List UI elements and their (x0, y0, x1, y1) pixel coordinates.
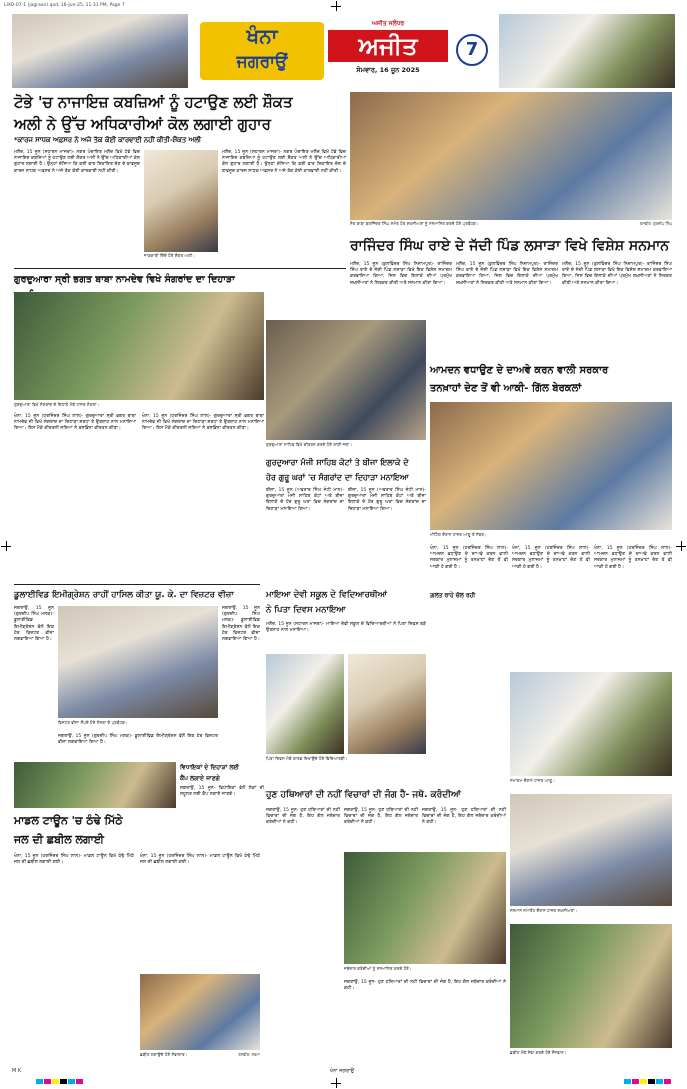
article-body-cont: ਜਗਰਾਉਂ, 15 ਜੂਨ- ਹੁਣ ਹਥਿਆਰਾਂ ਦੀ ਨਹੀਂ ਵਿਚਾਰਾਂ ਦੀ ਜੰਗ ਹੈ, ਇਹ ਗੱਲ ਜਥੇਦਾਰ ਕਰੰਦੀਆਂ ਨੇ ਕਹੀ। (344, 808, 418, 826)
footer-center: ਖੰਨਾ ਜਗਰਾਉਂ (329, 1068, 355, 1074)
photo-caption: ਪਿਤਾ ਦਿਵਸ ਮੌਕੇ ਕਾਰਡ ਦਿਖਾਉਂਦੇ ਹੋਏ ਵਿਦਿਆਰਥੀ। (266, 756, 348, 761)
article-body-cont2: ਜਗਰਾਉਂ, 15 ਜੂਨ- ਹੁਣ ਹਥਿਆਰਾਂ ਦੀ ਨਹੀਂ ਵਿਚਾਰਾਂ ਦੀ ਜੰਗ ਹੈ, ਇਹ ਗੱਲ ਜਥੇਦਾਰ ਕਰੰਦੀਆਂ ਨੇ ਕਹੀ। (344, 980, 506, 992)
headline: ਡੂਲਾਈਵਿਡ ਇਮੀਗ੍ਰੇਸ਼ਨ ਰਾਹੀਂ ਹਾਸਿਲ ਕੀਤਾ ਯੂ. ਕੇ. ਦਾ ਵਿਜ਼ਟਰ ਵੀਜ਼ਾ (14, 590, 234, 600)
photo-caption: ਜਥੇਦਾਰ ਕਰੰਦੀਆਂ ਨੂੰ ਸਨਮਾਨਿਤ ਕਰਦੇ ਹੋਏ। (344, 966, 412, 971)
article-photo (144, 150, 218, 252)
article-photo-1 (510, 672, 672, 776)
article-body-cont: ਖੰਨਾ, 15 ਜੂਨ (ਹਰਜਿੰਦਰ ਸਿੰਘ ਲਾਲ)- ਮਾਡਲ ਟਾਊਨ ਵਿਖੇ ਠੰਢੇ ਮਿੱਠੇ ਜਲ ਦੀ ਛਬੀਲ ਲਗਾਈ ਗਈ। (140, 854, 260, 866)
article-photo (350, 92, 672, 220)
headline-line2: ਤਨਖ਼ਾਹਾਂ ਦੇਣ ਤੋਂ ਵੀ ਆਕੀ- ਗਿੱਲ ਬੇਰਕਲਾਂ (430, 383, 582, 394)
article-photo (14, 292, 264, 400)
headline-line2: ਹੋਰ ਗੁਰੂ ਘਰਾਂ 'ਚ ਸੰਗਰਾਂਦ ਦਾ ਦਿਹਾੜਾ ਮਨਾਇਆ (266, 473, 409, 482)
photo-caption: ਗੁਰਦੁਆਰਾ ਸਾਹਿਬ ਵਿਖੇ ਕੀਰਤਨ ਕਰਦੇ ਹੋਏ ਰਾਗੀ ਜਥਾ। (266, 442, 353, 447)
article-photo (140, 974, 260, 1050)
registration-mark-right (676, 541, 686, 551)
headline-line1: ਮਾਡਲ ਟਾਊਨ 'ਚ ਠੰਢੇ ਮਿੱਠੇ (14, 814, 123, 827)
headline-line1: ਆਮਦਨ ਵਧਾਉਣ ਦੇ ਦਾਅਵੇ ਕਰਨ ਵਾਲੀ ਸਰਕਾਰ (430, 365, 609, 376)
photo-caption: ਗੁਰਦੁਆਰਾ ਵਿਖੇ ਸੰਗਰਾਂਦ ਦੇ ਦਿਹਾੜੇ ਮੌਕੇ ਹਾਜ਼ਰ ਸੰਗਤਾਂ। (14, 402, 100, 407)
photo-caption-1: ਸਮਾਗਮ ਦੌਰਾਨ ਹਾਜ਼ਰ ਆਗੂ। (510, 778, 555, 783)
color-bar-right (572, 1069, 672, 1075)
registration-mark-bottom (331, 1078, 341, 1088)
article-body-cont: ਖੰਨਾ, 15 ਜੂਨ (ਹਰਜਿੰਦਰ ਸਿੰਘ ਲਾਲ)- ਆਮਦਨ ਵਧਾਉਣ ਦੇ ਦਾਅਵੇ ਕਰਨ ਵਾਲੀ ਸਰਕਾਰ ਮੁਲਾਜ਼ਮਾਂ ਨੂੰ ਤਨਖ਼ਾਹਾਂ ਦੇਣ ਤੋਂ ਵੀ ਆਕੀ ਹੋ ਗਈ ਹੈ। (512, 546, 590, 570)
registration-mark-top (331, 1, 341, 11)
divider (14, 584, 260, 585)
photo-caption: ਸੰਤ ਬਾਬਾ ਬਲਜਿੰਦਰ ਸਿੰਘ ਸਮੇਤ ਹੋਰ ਸ਼ਖ਼ਸੀਅਤਾਂ ਨੂੰ ਸਨਮਾਨਿਤ ਕਰਦੇ ਹੋਏ ਪ੍ਰਬੰਧਕ। (350, 221, 479, 226)
headline-line1: ਵਿਧਾਇਕਾਂ ਦੇ ਦਿਹਾੜਾਂ ਲਈ (180, 764, 239, 771)
photo-caption-3: ਛਬੀਲ ਮੌਕੇ ਸੇਵਾ ਕਰਦੇ ਹੋਏ ਨੌਜਵਾਨ। (510, 1050, 567, 1055)
article-manji-sahib (266, 320, 426, 582)
article-photo-1 (266, 654, 344, 754)
masthead-title-box (200, 22, 324, 80)
headline-line2: ਜਲ ਦੀ ਛਬੀਲ ਲਗਾਈ (14, 833, 104, 846)
article-namdev-sangrand (14, 272, 264, 580)
article-body-cont: ਜਗਰਾਉਂ, 15 ਜੂਨ (ਗੁਰਦੀਪ ਸਿੰਘ ਮਲਕ)- ਡੂਲਾਈਵਿਡ ਇਮੀਗ੍ਰੇਸ਼ਨ ਵੱਲੋਂ ਇਕ ਹੋਰ ਵਿਜ਼ਟਰ ਵੀਜ਼ਾ ਲਗਵਾਇਆ ਗਿਆ ਹੈ। (222, 606, 260, 643)
headline-line1: ਟੋਭੇ 'ਚ ਨਾਜਾਇਜ਼ ਕਬਜ਼ਿਆਂ ਨੂੰ ਹਟਾਉਣ ਲਈ ਸ਼ੌਕਤ (14, 93, 293, 111)
color-bar-left (36, 1069, 116, 1075)
photo-caption-2: ਸਨਮਾਨ ਸਮਾਰੋਹ ਦੌਰਾਨ ਹਾਜ਼ਰ ਸ਼ਖ਼ਸੀਅਤਾਂ। (510, 908, 578, 913)
article-photo-3 (510, 924, 672, 1048)
photo-caption: ਮੀਟਿੰਗ ਦੌਰਾਨ ਹਾਜ਼ਰ ਆਗੂ ਤੇ ਮੈਂਬਰ। (430, 532, 487, 537)
headline-line2: ਕੈਂਪ ਲਗਾਏ ਜਾਣਗੇ (180, 775, 220, 782)
article-body: ਖੰਨਾ, 15 ਜੂਨ (ਹਰਜਿੰਦਰ ਸਿੰਘ ਲਾਲ)- ਆਮਦਨ ਵਧਾਉਣ ਦੇ ਦਾਅਵੇ ਕਰਨ ਵਾਲੀ ਸਰਕਾਰ ਮੁਲਾਜ਼ਮਾਂ ਨੂੰ ਤਨਖ਼ਾਹਾਂ ਦੇਣ ਤੋਂ ਵੀ ਆਕੀ ਹੋ ਗਈ ਹੈ। (430, 546, 508, 570)
masthead-date: ਸੋਮਵਾਰ, 16 ਜੂਨ 2025 (356, 66, 420, 74)
article-visitor-visa (14, 588, 260, 758)
footer-code: M K (12, 1068, 22, 1074)
article-body: ਮਲੌਦ, 15 ਜੂਨ (ਸਹਾਰਨ ਮਾਜਰਾ)- ਮਾਇਆ ਦੇਵੀ ਸਕੂਲ ਦੇ ਵਿਦਿਆਰਥੀਆਂ ਨੇ ਪਿਤਾ ਦਿਵਸ ਬੜੇ ਉਤਸ਼ਾਹ ਨਾਲ ਮਨਾਇਆ। (266, 622, 426, 634)
masthead-paper-name: ਅਜੀਤ (328, 30, 448, 62)
article-body: ਖੰਨਾ, 15 ਜੂਨ (ਹਰਜਿੰਦਰ ਸਿੰਘ ਲਾਲ)- ਮਾਡਲ ਟਾਊਨ ਵਿਖੇ ਠੰਢੇ ਮਿੱਠੇ ਜਲ ਦੀ ਛਬੀਲ ਲਗਾਈ ਗਈ। (14, 854, 134, 866)
article-photo (430, 402, 672, 530)
article-karandian (266, 786, 506, 1064)
masthead-paper-subtitle: ਅਜੀਤ ਜਲੰਧਰ (371, 20, 405, 27)
article-body-cont: ਮਲੌਦ, 15 ਜੂਨ (ਕੁਲਵਿੰਦਰ ਸਿੰਘ ਨਿਜ਼ਾਮਪੁਰ)- ਰਾਜਿੰਦਰ ਸਿੰਘ ਰਾਏ ਦੇ ਜੱਦੀ ਪਿੰਡ ਲਸਾੜਾ ਵਿਖੇ ਇਕ ਵਿਸ਼ੇਸ਼ ਸਮਾਗਮ ਕਰਵਾਇਆ ਗਿਆ, ਜਿਸ ਵਿਚ ਇਲਾਕੇ ਦੀਆਂ ਪ੍ਰਮੁੱਖ ਸ਼ਖ਼ਸੀਅਤਾਂ ਨੇ ਸ਼ਿਰਕਤ ਕੀਤੀ ਅਤੇ ਸਨਮਾਨ ਕੀਤਾ ਗਿਆ। (456, 262, 558, 286)
subhead: *ਕਾਰਜ ਸਾਧਕ ਅਫ਼ਸਰ ਨੇ ਅਜੇ ਤੱਕ ਕੋਈ ਕਾਰਵਾਈ ਨਹੀਂ ਕੀਤੀ-ਸ਼ੌਕਤ ਅਲੀ (14, 136, 202, 144)
print-slug: LIXO-07-1 (jagraon).qxd, 16-Jun-25, 11:31 PM, Page 7 (4, 3, 125, 8)
article-gill-berkalan (430, 362, 672, 670)
article-body: ਬੀਜਾ, 15 ਜੂਨ (ਅਵਤਾਰ ਸਿੰਘ ਜੰਟੀ ਮਾਨ)- ਗੁਰਦੁਆਰਾ ਮੰਜੀ ਸਾਹਿਬ ਕੋਟਾਂ ਅਤੇ ਬੀਜਾ ਇਲਾਕੇ ਦੇ ਹੋਰ ਗੁਰੂ ਘਰਾਂ ਵਿਚ ਸੰਗਰਾਂਦ ਦਾ ਦਿਹਾੜਾ ਮਨਾਇਆ ਗਿਆ। (266, 488, 344, 512)
article-body: ਜਗਰਾਉਂ, 15 ਜੂਨ (ਗੁਰਦੀਪ ਸਿੰਘ ਮਲਕ)- ਡੂਲਾਈਵਿਡ ਇਮੀਗ੍ਰੇਸ਼ਨ ਵੱਲੋਂ ਇਕ ਹੋਰ ਵਿਜ਼ਟਰ ਵੀਜ਼ਾ ਲਗਵਾਇਆ ਗਿਆ ਹੈ। (14, 606, 54, 643)
article-photo-2 (510, 794, 672, 906)
article-body-cont2: ਖੰਨਾ, 15 ਜੂਨ (ਹਰਜਿੰਦਰ ਸਿੰਘ ਲਾਲ)- ਆਮਦਨ ਵਧਾਉਣ ਦੇ ਦਾਅਵੇ ਕਰਨ ਵਾਲੀ ਸਰਕਾਰ ਮੁਲਾਜ਼ਮਾਂ ਨੂੰ ਤਨਖ਼ਾਹਾਂ ਦੇਣ ਤੋਂ ਵੀ ਆਕੀ ਹੋ ਗਈ ਹੈ। (594, 546, 672, 570)
photo-credit: ਤਸਵੀਰ: ਸ਼ਰਮਾ (238, 1052, 260, 1057)
headline: ਹੁਣ ਹਥਿਆਰਾਂ ਦੀ ਨਹੀਂ ਵਿਚਾਰਾਂ ਦੀ ਜੰਗ ਹੈ- ਜਥੇ. ਕਰੰਦੀਆਂ (266, 790, 461, 800)
masthead-title-line2: ਜਗਰਾਉਂ (236, 52, 288, 72)
photo-caption: ਛਬੀਲ ਲਗਾਉਂਦੇ ਹੋਏ ਸੇਵਾਦਾਰ। (140, 1052, 188, 1057)
page-number-badge: 7 (456, 34, 488, 66)
divider (14, 268, 346, 269)
headline-line1: ਗੁਰਦੁਆਰਾ ਮੰਜੀ ਸਾਹਿਬ ਕੋਟਾਂ ਤੇ ਬੀਜਾ ਇਲਾਕੇ ਦੇ (266, 458, 409, 467)
article-photo-strip (14, 762, 176, 808)
masthead-right-photo (499, 14, 675, 88)
article-body: ਖੰਨਾ, 15 ਜੂਨ (ਹਰਜਿੰਦਰ ਸਿੰਘ ਲਾਲ)- ਗੁਰਦੁਆਰਾ ਸ੍ਰੀ ਭਗਤ ਬਾਬਾ ਨਾਮਦੇਵ ਜੀ ਵਿਖੇ ਸੰਗਰਾਂਦ ਦਾ ਦਿਹਾੜਾ ਸ਼ਰਧਾ ਤੇ ਉਤਸ਼ਾਹ ਨਾਲ ਮਨਾਇਆ ਗਿਆ। ਇਸ ਮੌਕੇ ਕੀਰਤਨੀ ਜਥਿਆਂ ਨੇ ਰਸਭਿੰਨਾ ਕੀਰਤਨ ਕੀਤਾ। (14, 414, 136, 432)
article-right-photos (510, 672, 672, 1062)
article-photo (266, 320, 426, 440)
article-body: ਜਗਰਾਉਂ, 15 ਜੂਨ- ਹੁਣ ਹਥਿਆਰਾਂ ਦੀ ਨਹੀਂ ਵਿਚਾਰਾਂ ਦੀ ਜੰਗ ਹੈ, ਇਹ ਗੱਲ ਜਥੇਦਾਰ ਕਰੰਦੀਆਂ ਨੇ ਕਹੀ। (266, 808, 340, 826)
headline-line2: ਅਲੀ ਨੇ ਉੱਚ ਅਧਿਕਾਰੀਆਂ ਕੋਲ ਲਗਾਈ ਗੁਹਾਰ (14, 115, 271, 133)
subhead: ਗ਼ਲਤ ਰਾਹੇ ਚੱਲ ਰਹੀ (430, 592, 476, 599)
headline: ਗੁਰਦੁਆਰਾ ਸ੍ਰੀ ਭਗਤ ਬਾਬਾ ਨਾਮਦੇਵ ਵਿਖੇ ਸੰਗਰਾਂਦ ਦਾ ਦਿਹਾੜਾ (14, 274, 235, 285)
photo-credit: ਤਸਵੀਰ: ਗੁਰਦੀਪ ਸਿੰਘ (639, 221, 672, 226)
article-body: ਮਲੌਦ, 15 ਜੂਨ (ਸਹਾਰਨ ਮਾਜਰਾ)- ਨਗਰ ਪੰਚਾਇਤ ਮਲੌਦ ਵਿਖੇ ਟੋਭੇ ਵਿਚ ਨਾਜਾਇਜ਼ ਕਬਜ਼ਿਆਂ ਨੂੰ ਹਟਾਉਣ ਲਈ ਸ਼ੌਕਤ ਅਲੀ ਨੇ ਉੱਚ ਅਧਿਕਾਰੀਆਂ ਕੋਲ ਗੁਹਾਰ ਲਗਾਈ ਹੈ। ਉਨ੍ਹਾਂ ਦੱਸਿਆ ਕਿ ਕਈ ਵਾਰ ਸ਼ਿਕਾਇਤ ਦੇਣ ਦੇ ਬਾਵਜੂਦ ਕਾਰਜ ਸਾਧਕ ਅਫ਼ਸਰ ਨੇ ਅਜੇ ਤੱਕ ਕੋਈ ਕਾਰਵਾਈ ਨਹੀਂ ਕੀਤੀ। (14, 150, 140, 174)
masthead (12, 14, 675, 88)
article-body-cont: ਬੀਜਾ, 15 ਜੂਨ (ਅਵਤਾਰ ਸਿੰਘ ਜੰਟੀ ਮਾਨ)- ਗੁਰਦੁਆਰਾ ਮੰਜੀ ਸਾਹਿਬ ਕੋਟਾਂ ਅਤੇ ਬੀਜਾ ਇਲਾਕੇ ਦੇ ਹੋਰ ਗੁਰੂ ਘਰਾਂ ਵਿਚ ਸੰਗਰਾਂਦ ਦਾ ਦਿਹਾੜਾ ਮਨਾਇਆ ਗਿਆ। (348, 488, 426, 512)
article-maya-devi-school (266, 588, 426, 782)
footer-bar (12, 1066, 675, 1078)
article-body-cont: ਖੰਨਾ, 15 ਜੂਨ (ਹਰਜਿੰਦਰ ਸਿੰਘ ਲਾਲ)- ਗੁਰਦੁਆਰਾ ਸ੍ਰੀ ਭਗਤ ਬਾਬਾ ਨਾਮਦੇਵ ਜੀ ਵਿਖੇ ਸੰਗਰਾਂਦ ਦਾ ਦਿਹਾੜਾ ਸ਼ਰਧਾ ਤੇ ਉਤਸ਼ਾਹ ਨਾਲ ਮਨਾਇਆ ਗਿਆ। ਇਸ ਮੌਕੇ ਕੀਰਤਨੀ ਜਥਿਆਂ ਨੇ ਰਸਭਿੰਨਾ ਕੀਰਤਨ ਕੀਤਾ। (142, 414, 264, 432)
article-photo-2 (348, 654, 426, 754)
masthead-center (188, 14, 499, 88)
masthead-title-line1: ਖੰਨਾ (246, 24, 278, 48)
article-body-cont2: ਜਗਰਾਉਂ, 15 ਜੂਨ (ਗੁਰਦੀਪ ਸਿੰਘ ਮਲਕ)- ਡੂਲਾਈਵਿਡ ਇਮੀਗ੍ਰੇਸ਼ਨ ਵੱਲੋਂ ਇਕ ਹੋਰ ਵਿਜ਼ਟਰ ਵੀਜ਼ਾ ਲਗਵਾਇਆ ਗਿਆ ਹੈ। (58, 734, 218, 746)
headline-line2: ਨੇ ਪਿਤਾ ਦਿਵਸ ਮਨਾਇਆ (266, 605, 346, 615)
article-body: ਜਗਰਾਉਂ, 15 ਜੂਨ- ਵਿਧਾਇਕਾਂ ਵੱਲੋਂ ਲੋਕਾਂ ਦੀ ਸਹੂਲਤ ਲਈ ਕੈਂਪ ਲਗਾਏ ਜਾਣਗੇ। (180, 786, 264, 798)
headline-line1: ਮਾਇਆ ਦੇਵੀ ਸਕੂਲ ਦੇ ਵਿਦਿਆਰਥੀਆਂ (266, 590, 387, 600)
photo-caption: ਵਿਜ਼ਟਰ ਵੀਜ਼ਾ ਸੌਂਪਦੇ ਹੋਏ ਸੰਸਥਾ ਦੇ ਪ੍ਰਬੰਧਕ। (58, 720, 128, 725)
headline: ਰਾਜਿੰਦਰ ਸਿੰਘ ਰਾਏ ਦੇ ਜੱਦੀ ਪਿੰਡ ਲਸਾੜਾ ਵਿਖੇ ਵਿਸ਼ੇਸ਼ ਸਨਮਾਨ (350, 238, 669, 254)
article-shaukat-ali (14, 92, 346, 264)
registration-mark-left (1, 541, 11, 551)
article-body-cont2: ਮਲੌਦ, 15 ਜੂਨ (ਕੁਲਵਿੰਦਰ ਸਿੰਘ ਨਿਜ਼ਾਮਪੁਰ)- ਰਾਜਿੰਦਰ ਸਿੰਘ ਰਾਏ ਦੇ ਜੱਦੀ ਪਿੰਡ ਲਸਾੜਾ ਵਿਖੇ ਇਕ ਵਿਸ਼ੇਸ਼ ਸਮਾਗਮ ਕਰਵਾਇਆ ਗਿਆ, ਜਿਸ ਵਿਚ ਇਲਾਕੇ ਦੀਆਂ ਪ੍ਰਮੁੱਖ ਸ਼ਖ਼ਸੀਅਤਾਂ ਨੇ ਸ਼ਿਰਕਤ ਕੀਤੀ ਅਤੇ ਸਨਮਾਨ ਕੀਤਾ ਗਿਆ। (562, 262, 672, 286)
article-body-cont: ਮਲੌਦ, 15 ਜੂਨ (ਸਹਾਰਨ ਮਾਜਰਾ)- ਨਗਰ ਪੰਚਾਇਤ ਮਲੌਦ ਵਿਖੇ ਟੋਭੇ ਵਿਚ ਨਾਜਾਇਜ਼ ਕਬਜ਼ਿਆਂ ਨੂੰ ਹਟਾਉਣ ਲਈ ਸ਼ੌਕਤ ਅਲੀ ਨੇ ਉੱਚ ਅਧਿਕਾਰੀਆਂ ਕੋਲ ਗੁਹਾਰ ਲਗਾਈ ਹੈ। ਉਨ੍ਹਾਂ ਦੱਸਿਆ ਕਿ ਕਈ ਵਾਰ ਸ਼ਿਕਾਇਤ ਦੇਣ ਦੇ ਬਾਵਜੂਦ ਕਾਰਜ ਸਾਧਕ ਅਫ਼ਸਰ ਨੇ ਅਜੇ ਤੱਕ ਕੋਈ ਕਾਰਵਾਈ ਨਹੀਂ ਕੀਤੀ। (222, 150, 346, 174)
article-body: ਮਲੌਦ, 15 ਜੂਨ (ਕੁਲਵਿੰਦਰ ਸਿੰਘ ਨਿਜ਼ਾਮਪੁਰ)- ਰਾਜਿੰਦਰ ਸਿੰਘ ਰਾਏ ਦੇ ਜੱਦੀ ਪਿੰਡ ਲਸਾੜਾ ਵਿਖੇ ਇਕ ਵਿਸ਼ੇਸ਼ ਸਮਾਗਮ ਕਰਵਾਇਆ ਗਿਆ, ਜਿਸ ਵਿਚ ਇਲਾਕੇ ਦੀਆਂ ਪ੍ਰਮੁੱਖ ਸ਼ਖ਼ਸੀਅਤਾਂ ਨੇ ਸ਼ਿਰਕਤ ਕੀਤੀ ਅਤੇ ਸਨਮਾਨ ਕੀਤਾ ਗਿਆ। (350, 262, 452, 286)
article-chhabeel-model-town (14, 812, 260, 1064)
article-photo (58, 606, 218, 718)
article-photo (344, 852, 506, 964)
photo-caption: ਜਾਣਕਾਰੀ ਦਿੰਦੇ ਹੋਏ ਸ਼ੌਕਤ ਅਲੀ। (144, 253, 195, 258)
article-body-cont3: ਜਗਰਾਉਂ, 15 ਜੂਨ- ਹੁਣ ਹਥਿਆਰਾਂ ਦੀ ਨਹੀਂ ਵਿਚਾਰਾਂ ਦੀ ਜੰਗ ਹੈ, ਇਹ ਗੱਲ ਜਥੇਦਾਰ ਕਰੰਦੀਆਂ ਨੇ ਕਹੀ। (422, 808, 506, 826)
masthead-left-photo (12, 14, 188, 88)
